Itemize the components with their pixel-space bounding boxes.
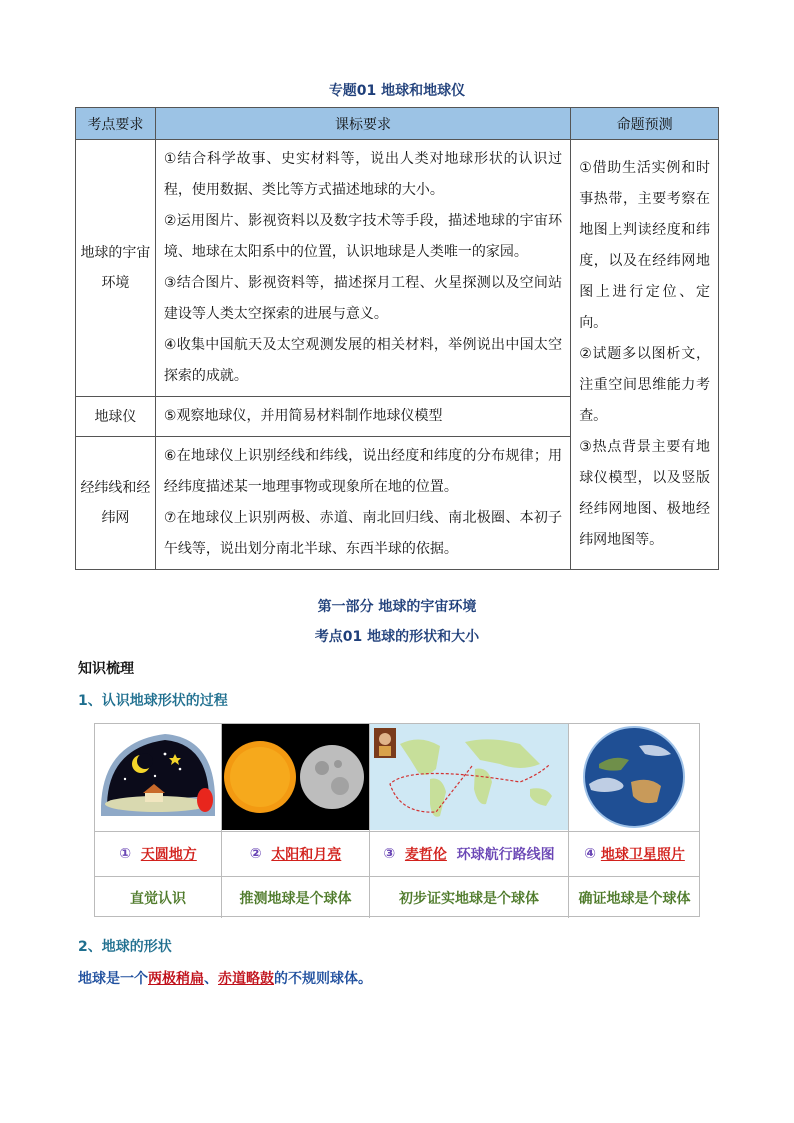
- stage-label: ④ 地球卫星照片: [569, 831, 700, 876]
- header-prediction: 命题预测: [571, 108, 719, 140]
- stage-label: ③ 麦哲伦 环球航行路线图: [370, 831, 569, 876]
- prediction-item: ①借助生活实例和时事热带，主要考察在地图上判读经度和纬度，以及在经纬网地图上进行定位、定向。: [579, 160, 710, 331]
- point-heading: 考点01 地球的形状和大小: [314, 629, 480, 645]
- earth-shape-history-panel: [94, 723, 700, 917]
- header-topic: 考点要求: [76, 108, 156, 140]
- standard-cell: [155, 397, 570, 437]
- stage-note: 直觉认识: [95, 876, 222, 918]
- standard-item: ⑤观察地球仪，并用简易材料制作地球仪模型: [163, 408, 443, 424]
- knowledge-heading: 知识梳理: [78, 661, 134, 677]
- earth-shape-statement: 地球是一个两极稍扁、赤道略鼓的不规则球体。: [78, 971, 372, 987]
- standard-item: ⑦在地球仪上识别两极、赤道、南北回归线、南北极圈、本初子午线等，说出划分南北半球、东西半球的依据。: [163, 510, 563, 557]
- stage-note: 推测地球是个球体: [222, 876, 370, 918]
- stage-label: ① 天圆地方: [95, 831, 222, 876]
- standard-item: ④收集中国航天及太空观测发展的相关材料，举例说出中国太空探索的成就。: [163, 337, 563, 384]
- standard-cell: [155, 437, 570, 570]
- requirements-table: [75, 107, 719, 570]
- standard-item: ②运用图片、影视资料以及数字技术等手段，描述地球的宇宙环境、地球在太阳系中的位置，认识地球是人类唯一的家园。: [163, 213, 563, 260]
- standard-item: ⑥在地球仪上识别经线和纬线，说出经度和纬度的分布规律；用经纬度描述某一地理事物或现象所在地的位置。: [163, 448, 563, 495]
- standard-item: ①结合科学故事、史实材料等，说出人类对地球形状的认识过程，使用数据、类比等方式描述地球的大小。: [163, 151, 563, 198]
- standard-item: ③结合图片、影视资料等，描述探月工程、火星探测以及空间站建设等人类太空探索的进展与意义。: [163, 275, 563, 322]
- header-standard: 课标要求: [155, 108, 570, 140]
- section2-heading: 2、地球的形状: [78, 939, 172, 955]
- prediction-item: ②试题多以图析文，注重空间思维能力考查。: [579, 346, 710, 424]
- sun-and-moon-illustration: [222, 724, 370, 831]
- prediction-cell: [571, 140, 719, 570]
- topic-cosmic: 地球的宇宙环境: [76, 140, 156, 397]
- stage-note: 初步证实地球是个球体: [370, 876, 569, 918]
- satellite-earth-photo: [569, 724, 700, 831]
- magellan-route-map: [370, 724, 569, 831]
- part-heading: 第一部分 地球的宇宙环境: [317, 599, 477, 615]
- stage-note: 确证地球是个球体: [569, 876, 700, 918]
- doc-title: 专题01 地球和地球仪: [328, 83, 466, 99]
- stage-label: ② 太阳和月亮: [222, 831, 370, 876]
- prediction-item: ③热点背景主要有地球仪模型，以及竖版经纬网地图、极地经纬网地图等。: [579, 439, 710, 548]
- sky-dome-illustration: [95, 724, 222, 831]
- standard-cell: [155, 140, 570, 397]
- topic-globe: 地球仪: [76, 397, 156, 437]
- topic-grid: 经纬线和经纬网: [76, 437, 156, 570]
- section1-heading: 1、认识地球形状的过程: [78, 693, 228, 709]
